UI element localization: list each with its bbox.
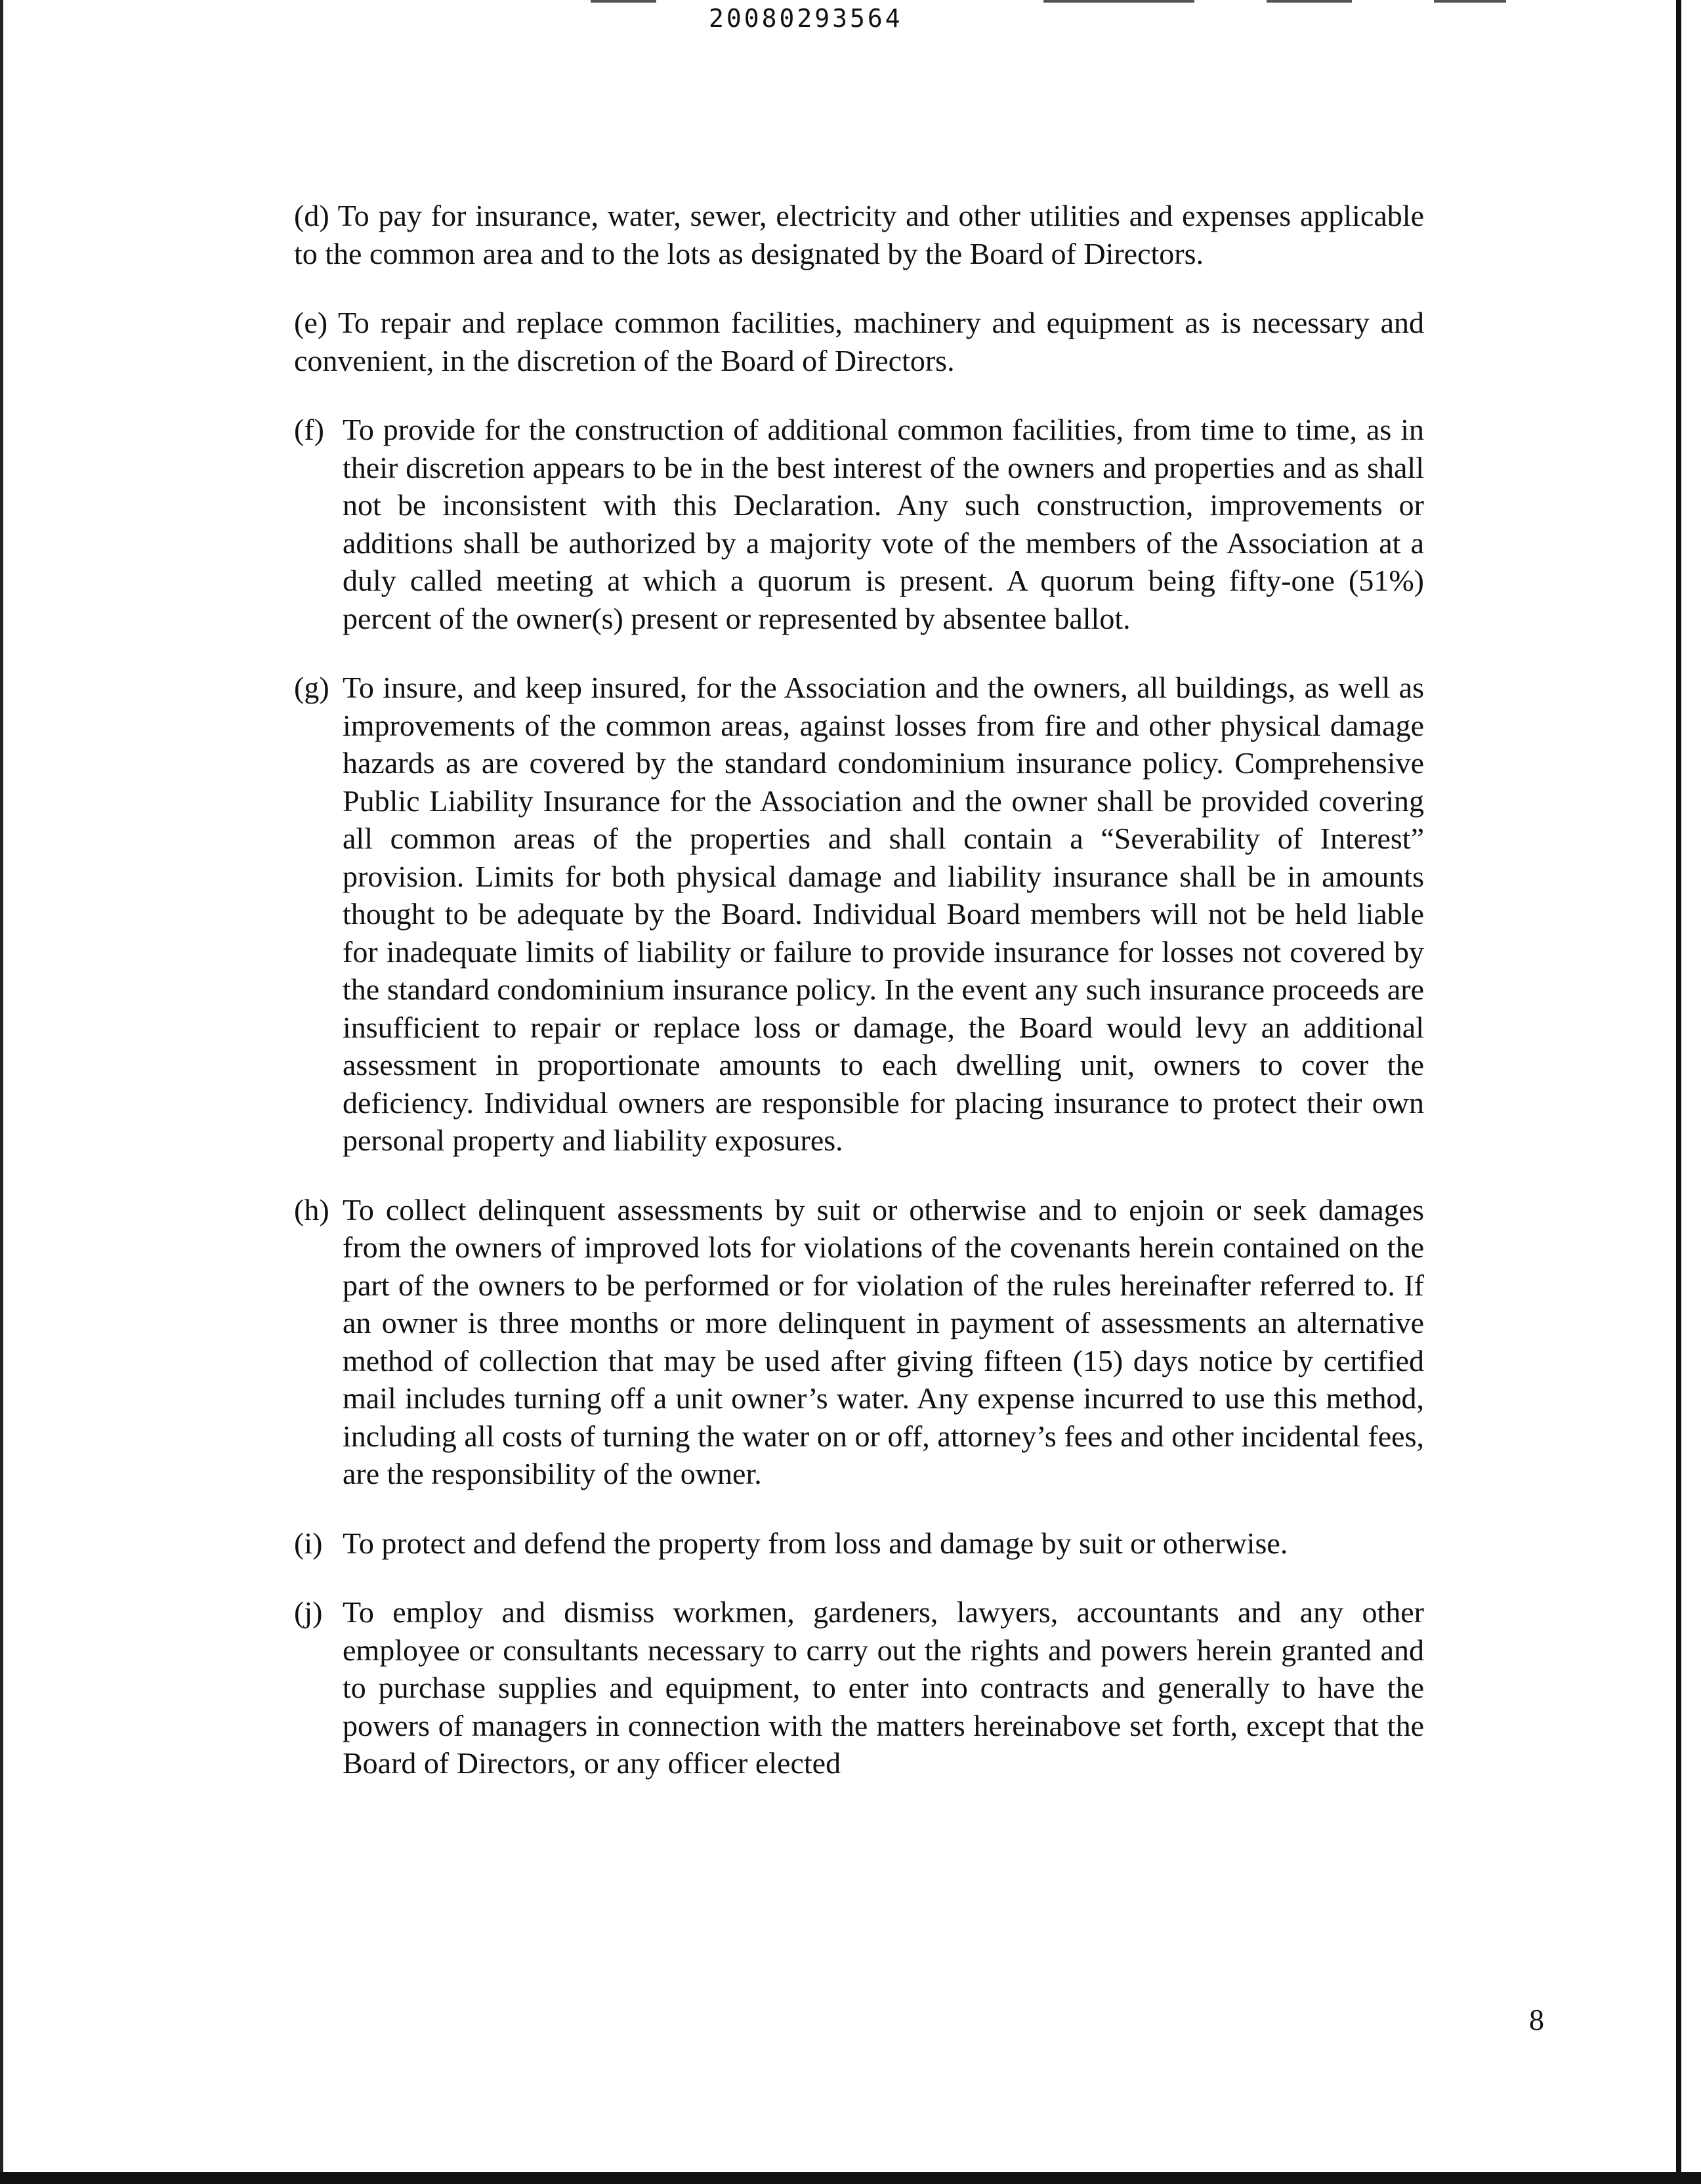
paragraph-f-marker: (f) <box>294 413 324 446</box>
paragraph-e <box>294 304 1424 379</box>
scan-edge-right <box>1676 0 1681 2172</box>
paragraph-d <box>294 197 1424 272</box>
scan-edge-bottom <box>0 2172 1701 2184</box>
paragraph-i <box>294 1524 1424 1563</box>
page-number: 8 <box>1529 2003 1544 2036</box>
paragraph-j <box>294 1593 1424 1782</box>
top-rule <box>591 0 656 3</box>
document-body <box>294 197 1424 1782</box>
paragraph-h <box>294 1191 1424 1493</box>
paragraph-g-text: To insure, and keep insured, for the Association and the owners, all buildings, as well as improvements of the common areas, against losses from fire and other physical damage hazards as are covered by the standard condominium insurance policy. Comprehensive Public Liability Insurance for the Association and the owner shall be provided covering all common areas of the properties and shall contain a “Severability of Interest” provision. Limits for both physical damage and liability insurance shall be in amounts thought to be adequate by the Board. Individual Board members will not be held liable for inadequate limits of liability or failure to provide insurance for losses not covered by the standard condominium insurance policy. In the event any such insurance proceeds are insufficient to repair or replace loss or damage, the Board would levy an additional assessment in proportionate amounts to each dwelling unit, owners to cover the deficiency. Individual owners are responsible for placing insurance to protect their own personal property and liability exposures. <box>343 671 1424 1157</box>
top-rule <box>1267 0 1352 3</box>
paragraph-f-text: To provide for the construction of additional common facilities, from time to time, as in their discretion appears to be in the best interest of the owners and properties and as shall not be inconsistent with this Declaration. Any such construction, improvements or additions shall be authorized by a majority vote of the members of the Association at a duly called meeting at which a quorum is present. A quorum being fifty-one (51%) percent of the owner(s) present or represented by absentee ballot. <box>343 413 1424 635</box>
paragraph-j-marker: (j) <box>294 1595 323 1629</box>
paragraph-h-marker: (h) <box>294 1192 329 1227</box>
paragraph-d-text: (d) To pay for insurance, water, sewer, electricity and other utilities and expenses applicable to the common area and to the lots as designated by the Board of Directors. <box>294 199 1424 270</box>
top-rule <box>1434 0 1506 3</box>
paragraph-e-text: (e) To repair and replace common facilities, machinery and equipment as is necessary and convenient, in the discretion of the Board of Directors. <box>294 306 1424 377</box>
top-rule <box>1043 0 1194 3</box>
paragraph-f <box>294 411 1424 637</box>
document-number: 20080293564 <box>709 4 903 33</box>
paragraph-h-text: To collect delinquent assessments by suit or otherwise and to enjoin or seek damages from the owners of improved lots for violations of the covenants herein contained on the part of the owners to be performed or for violation of the rules hereinafter referred to. If an owner is three months or more delinquent in payment of assessments an alternative method of collection that may be used after giving fifteen (15) days notice by certified mail includes turning off a unit owner’s water. Any expense incurred to use this method, including all costs of turning the water on or off, attorney’s fees and other incidental fees, are the responsibility of the owner. <box>343 1192 1424 1490</box>
paragraph-g-marker: (g) <box>294 671 329 704</box>
paragraph-i-text: To protect and defend the property from loss and damage by suit or otherwise. <box>343 1526 1288 1560</box>
paragraph-j-text: To employ and dismiss workmen, gardeners, lawyers, accountants and any other employee or consultants necessary to carry out the rights and powers herein granted and to purchase supplies and equipment, to enter into contracts and generally to have the powers of managers in connection with the matters hereinabove set forth, except that the Board of Directors, or any officer elected <box>343 1595 1424 1780</box>
paragraph-i-marker: (i) <box>294 1526 323 1560</box>
paragraph-g <box>294 669 1424 1160</box>
scan-edge-left <box>0 0 3 2184</box>
